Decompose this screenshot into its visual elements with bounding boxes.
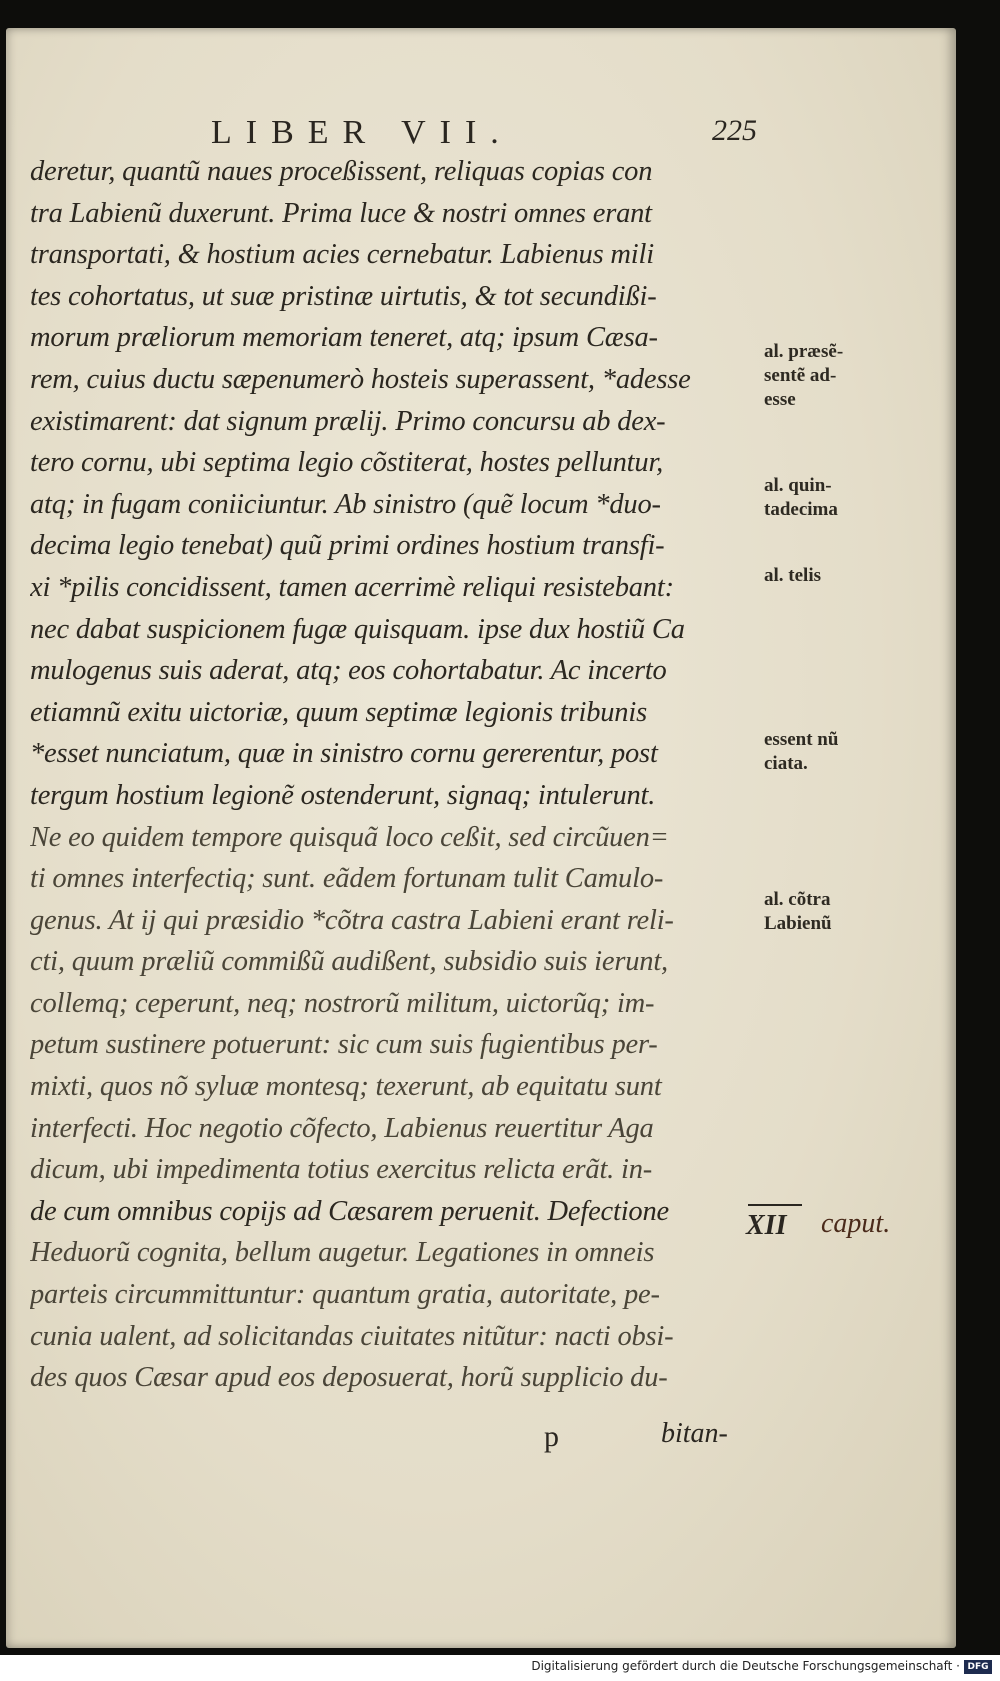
- text-line: decima legio tenebat) quũ primi ordines hostium transfi-: [30, 530, 665, 562]
- margin-note-line: essent nũ: [764, 729, 839, 750]
- text-line: Ne eo quidem tempore quisquã loco ceßit, sed circũuen=: [30, 821, 669, 853]
- text-line: transportati, & hostium acies cernebatur. Labienus mili: [30, 239, 654, 271]
- margin-note-line: Labienũ: [764, 913, 832, 934]
- dfg-logo: DFG: [964, 1660, 992, 1674]
- text-line: parteis circummittuntur: quantum gratia, autoritate, pe-: [30, 1279, 660, 1311]
- text-line: etiamnũ exitu uictoriæ, quum septimæ legionis tribunis: [30, 696, 647, 728]
- margin-note: [764, 564, 874, 588]
- text-line: tra Labienũ duxerunt. Prima luce & nostri omnes erant: [30, 197, 652, 229]
- text-line: xi *pilis concidissent, tamen acerrimè reliqui resistebant:: [30, 571, 674, 603]
- text-line: mulogenus suis aderat, atq; eos cohortabatur. Ac incerto: [30, 655, 667, 687]
- text-line: nec dabat suspicionem fugæ quisquam. ipse dux hostiũ Ca: [30, 613, 685, 645]
- running-head: LIBER VII.: [211, 114, 513, 151]
- text-line: atq; in fugam coniiciuntur. Ab sinistro (quẽ locum *duo-: [30, 488, 661, 520]
- footer-bar: [0, 1655, 1000, 1681]
- margin-note-line: sentẽ ad-: [764, 365, 837, 386]
- text-line: mixti, quos nõ syluæ montesq; texerunt, ab equitatu sunt: [30, 1071, 662, 1103]
- page-number: 225: [712, 114, 757, 147]
- margin-note-line: al. telis: [764, 565, 821, 586]
- catchword: bitan-: [661, 1418, 728, 1449]
- text-line: existimarent: dat signum prælij. Primo concursu ab dex-: [30, 405, 666, 437]
- text-line: tero cornu, ubi septima legio cõstiterat, hostes pelluntur,: [30, 447, 664, 479]
- body-text: [30, 151, 750, 1399]
- book-page: [6, 28, 956, 1648]
- text-line: cti, quum præliũ commißũ audißent, subsidio suis ierunt,: [30, 946, 668, 978]
- margin-note-line: al. cõtra: [764, 889, 831, 910]
- text-line: interfecti. Hoc negotio cõfecto, Labienus reuertitur Aga: [30, 1112, 654, 1144]
- text-line: de cum omnibus copijs ad Cæsarem peruenit. Defectione: [30, 1195, 669, 1227]
- signature-mark: p: [544, 1420, 559, 1453]
- text-line: Heduorũ cognita, bellum augetur. Legationes in omneis: [30, 1237, 655, 1269]
- margin-note: [764, 340, 874, 412]
- text-line: rem, cuius ductu sæpenumerò hosteis superassent, *adesse: [30, 363, 691, 395]
- text-line: tes cohortatus, ut suæ pristinæ uirtutis, & tot secundißi-: [30, 280, 657, 312]
- margin-note-line: al. quin-: [764, 475, 832, 496]
- text-line: dicum, ubi impedimenta totius exercitus relicta erãt. in-: [30, 1154, 653, 1186]
- text-line: cunia ualent, ad solicitandas ciuitates nitũtur: nacti obsi-: [30, 1320, 674, 1352]
- text-line: petum sustinere potuerunt: sic cum suis fugientibus per-: [30, 1029, 658, 1061]
- text-line: ti omnes interfectiq; sunt. eãdem fortunam tulit Camulo-: [30, 863, 664, 895]
- chapter-overline: [748, 1204, 802, 1206]
- handwritten-chapter-note: caput.: [821, 1208, 891, 1239]
- margin-note: [764, 888, 874, 936]
- margin-note-line: al. præsẽ-: [764, 341, 844, 362]
- text-line: genus. At ij qui præsidio *cõtra castra Labieni erant reli-: [30, 904, 674, 936]
- text-line: collemq; ceperunt, neq; nostrorũ militum, uictorũq; im-: [30, 987, 655, 1019]
- text-line: *esset nunciatum, quæ in sinistro cornu gererentur, post: [30, 738, 658, 770]
- text-line: tergum hostium legionẽ ostenderunt, signaq; intulerunt.: [30, 779, 656, 811]
- text-line: deretur, quantũ naues proceßissent, reliquas copias con: [30, 156, 653, 187]
- page-header: [6, 88, 956, 158]
- margin-note: [764, 474, 874, 522]
- margin-note: [764, 728, 874, 776]
- text-line: des quos Cæsar apud eos deposuerat, horũ supplicio du-: [30, 1362, 668, 1394]
- margin-note-line: ciata.: [764, 753, 808, 774]
- margin-note-line: esse: [764, 389, 796, 410]
- margin-note-line: tadecima: [764, 499, 838, 520]
- footer-credit: Digitalisierung gefördert durch die Deutsche Forschungsgemeinschaft ·: [531, 1659, 960, 1673]
- text-line: morum præliorum memoriam teneret, atq; ipsum Cæsa-: [30, 322, 658, 354]
- chapter-numeral: XII: [746, 1210, 787, 1241]
